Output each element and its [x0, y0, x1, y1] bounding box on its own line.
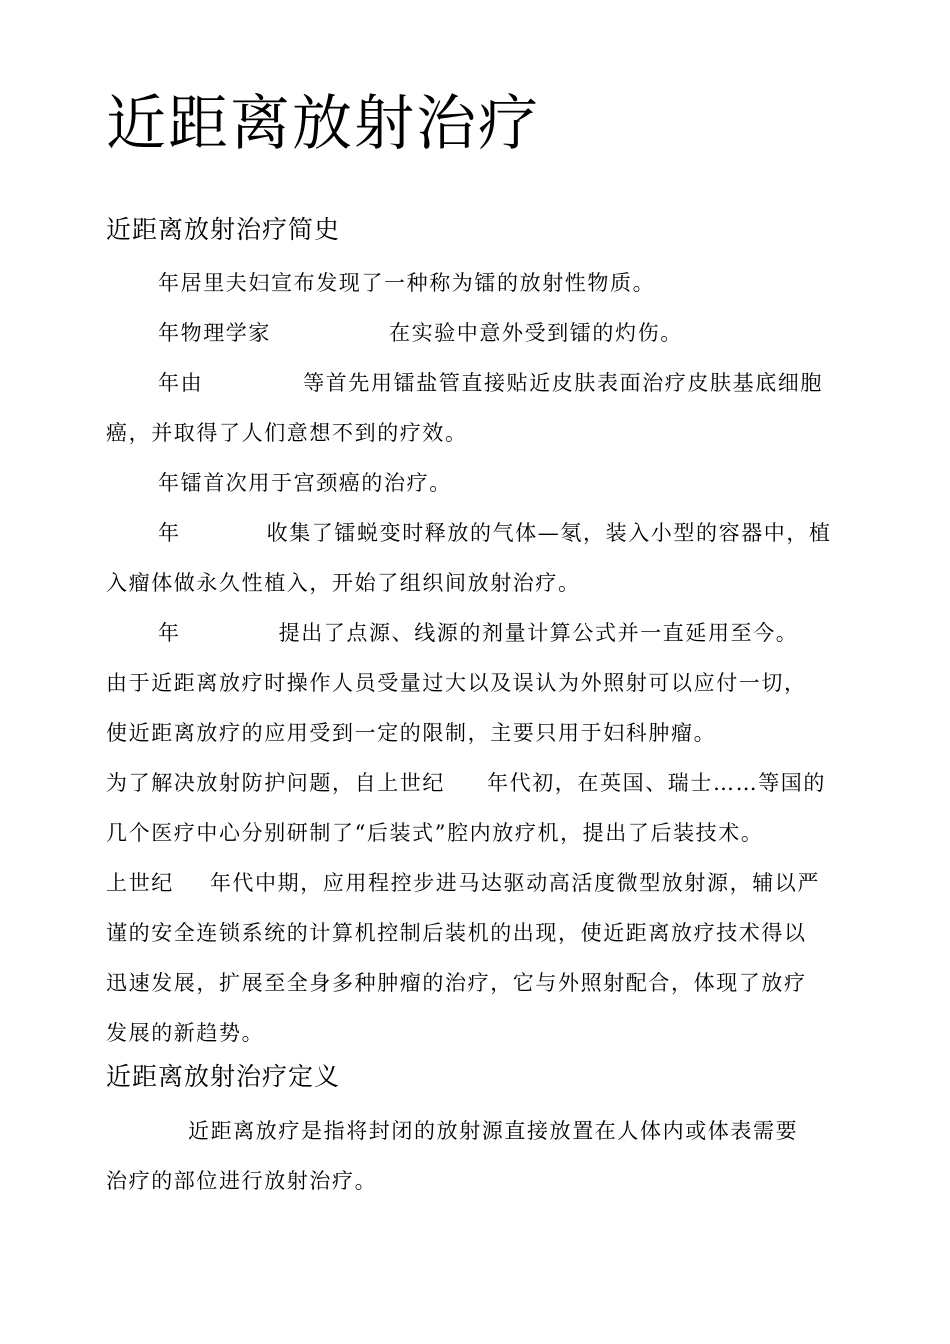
- history-line-5: [158, 518, 918, 548]
- history-line-5-start: 年: [158, 521, 181, 545]
- history-line-2-end: 在实验中意外受到镭的灼伤。: [389, 321, 683, 345]
- history-line-1: 年居里夫妇宣布发现了一种称为镭的放射性物质。: [158, 271, 656, 295]
- history-line-9-start: 上世纪: [106, 871, 174, 895]
- section-heading-definition: 近距离放射治疗定义: [106, 1062, 341, 1091]
- history-line-2: [158, 318, 918, 348]
- definition-line-1: 近距离放疗是指将封闭的放射源直接放置在人体内或体表需要: [188, 1119, 799, 1143]
- document-title: 近距离放射治疗: [106, 89, 540, 159]
- history-line-8-cont: 几个医疗中心分别研制了“后装式”腔内放疗机，提出了后装技术。: [106, 821, 764, 845]
- history-line-5-cont: 入瘤体做永久性植入，开始了组织间放射治疗。: [106, 571, 581, 595]
- history-line-4: 年镭首次用于宫颈癌的治疗。: [158, 471, 452, 495]
- history-line-9: [106, 868, 866, 898]
- history-line-9-cont-1: 谨的安全连锁系统的计算机控制后装机的出现，使近距离放疗技术得以: [106, 921, 807, 945]
- history-line-8: [106, 768, 866, 798]
- history-line-5-end: 收集了镭蜕变时释放的气体—氡，装入小型的容器中，植: [266, 521, 832, 545]
- section-heading-history: 近距离放射治疗简史: [106, 215, 341, 244]
- history-line-7-cont: 使近距离放疗的应用受到一定的限制，主要只用于妇科肿瘤。: [106, 721, 717, 745]
- definition-line-1-cont: 治疗的部位进行放射治疗。: [106, 1169, 378, 1193]
- history-line-8-end: 年代初，在英国、瑞士……等国的: [487, 771, 826, 795]
- history-line-7: 由于近距离放疗时操作人员受量过大以及误认为外照射可以应付一切，: [106, 671, 807, 695]
- history-line-6-start: 年: [158, 621, 181, 645]
- history-line-3-start: 年由: [158, 371, 204, 395]
- history-line-9-end: 年代中期，应用程控步进马达驱动高活度微型放射源，辅以严: [209, 871, 821, 895]
- history-line-9-cont-2: 迅速发展，扩展至全身多种肿瘤的治疗，它与外照射配合，体现了放疗: [106, 971, 807, 995]
- history-line-9-cont-3: 发展的新趋势。: [106, 1021, 265, 1045]
- history-line-3: [158, 368, 918, 398]
- history-line-8-start: 为了解决放射防护问题，自上世纪: [106, 771, 445, 795]
- history-line-6: [158, 618, 918, 648]
- history-line-2-start: 年物理学家: [158, 321, 271, 345]
- history-line-3-end: 等首先用镭盐管直接贴近皮肤表面治疗皮肤基底细胞: [303, 371, 824, 395]
- history-line-3-cont: 癌，并取得了人们意想不到的疗效。: [106, 421, 468, 445]
- history-line-6-end: 提出了点源、线源的剂量计算公式并一直延用至今。: [278, 621, 799, 645]
